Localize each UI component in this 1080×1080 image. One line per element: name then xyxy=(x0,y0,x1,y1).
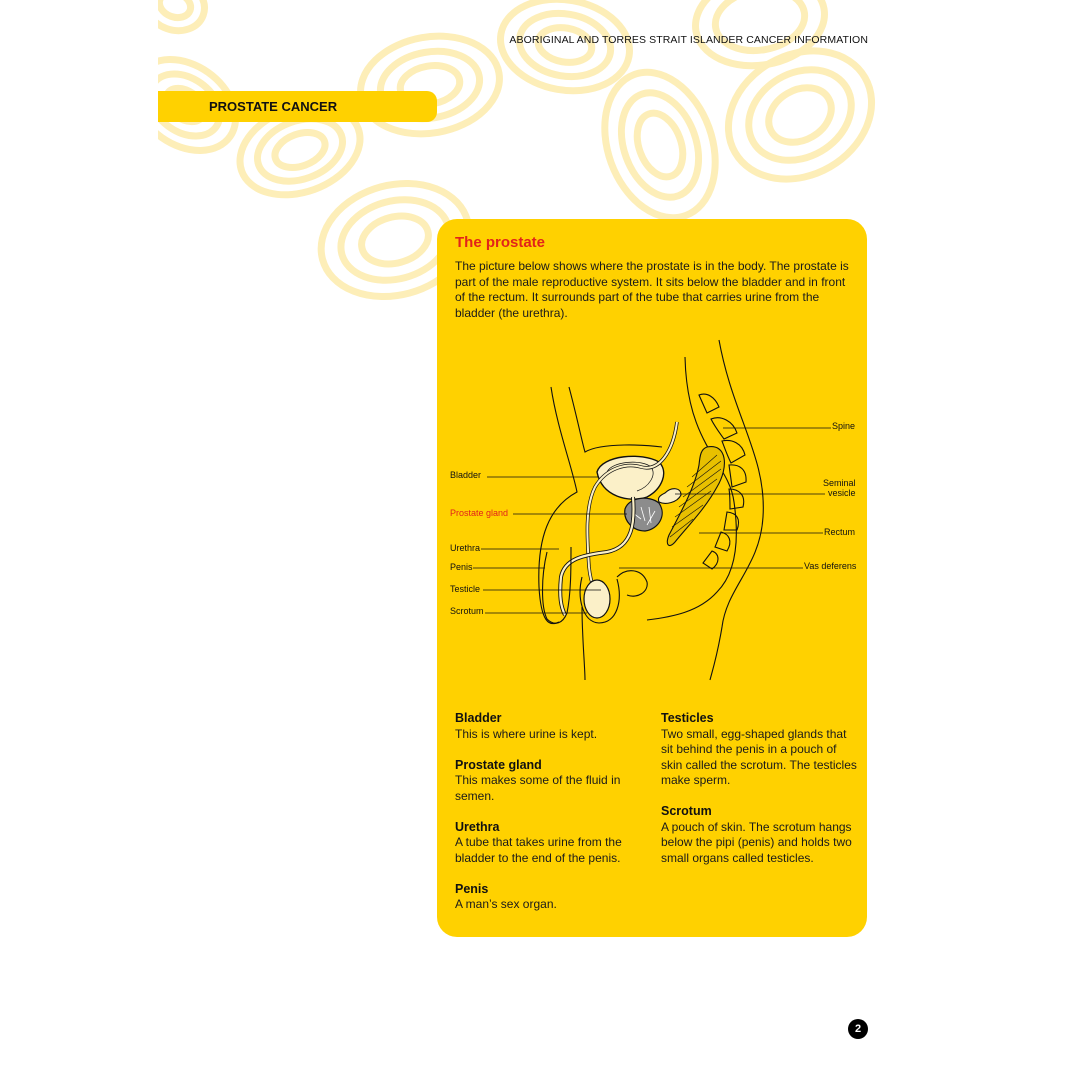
definition-term: Testicles xyxy=(661,711,714,725)
definition-term: Urethra xyxy=(455,819,500,834)
definition-prostate-gland xyxy=(455,758,635,805)
info-panel xyxy=(437,219,867,937)
publication-header: ABORIGINAL AND TORRES STRAIT ISLANDER CANCER INFORMATION xyxy=(509,34,868,46)
label-seminal-vesicle xyxy=(823,478,856,498)
definition-penis xyxy=(455,882,635,913)
intro-paragraph: The picture below shows where the prostate is in the body. The prostate is part of the male reproductive system. It sits below the bladder and in front of the rectum. It surrounds part of the tube that carries urine from the bladder (the urethra). xyxy=(455,259,849,320)
definition-urethra xyxy=(455,820,635,867)
definition-term: Scrotum xyxy=(661,804,712,818)
definition-text: A pouch of skin. The scrotum hangs below the pipi (penis) and holds two small organs called testicles. xyxy=(661,819,852,865)
definition-text: Two small, egg-shaped glands that sit behind the penis in a pouch of skin called the scrotum. The testicles make sperm. xyxy=(661,726,857,787)
definition-text: This is where urine is kept. xyxy=(455,726,598,741)
section-tab-label: PROSTATE CANCER xyxy=(209,99,338,114)
definition-scrotum xyxy=(661,804,857,866)
definitions-left-column xyxy=(455,711,635,928)
definitions-right-column xyxy=(661,711,857,882)
definition-text: A man’s sex organ. xyxy=(455,897,557,911)
section-tab xyxy=(158,91,437,122)
definition-term: Penis xyxy=(455,881,489,896)
label-bladder: Bladder xyxy=(450,470,482,480)
label-penis: Penis xyxy=(450,562,473,572)
label-vas-deferens: Vas deferens xyxy=(804,561,857,571)
definition-text: A tube that takes urine from the bladder to the end of the penis. xyxy=(455,835,622,865)
label-scrotum: Scrotum xyxy=(450,606,484,616)
label-spine: Spine xyxy=(832,421,856,431)
definition-testicles xyxy=(661,711,857,789)
label-testicle: Testicle xyxy=(450,584,481,594)
label-urethra: Urethra xyxy=(450,543,481,553)
panel-title: The prostate xyxy=(455,234,546,251)
label-rectum: Rectum xyxy=(824,527,856,537)
label-seminal-vesicle-line2: vesicle xyxy=(828,488,856,498)
definition-term: Prostate gland xyxy=(455,757,542,772)
label-prostate-gland: Prostate gland xyxy=(450,508,509,518)
label-seminal-vesicle-line1: Seminal xyxy=(823,478,856,488)
definition-term: Bladder xyxy=(455,711,502,725)
page-number-badge: 2 xyxy=(848,1019,868,1039)
definition-bladder xyxy=(455,711,635,742)
definition-text: This makes some of the fluid in semen. xyxy=(455,773,621,803)
